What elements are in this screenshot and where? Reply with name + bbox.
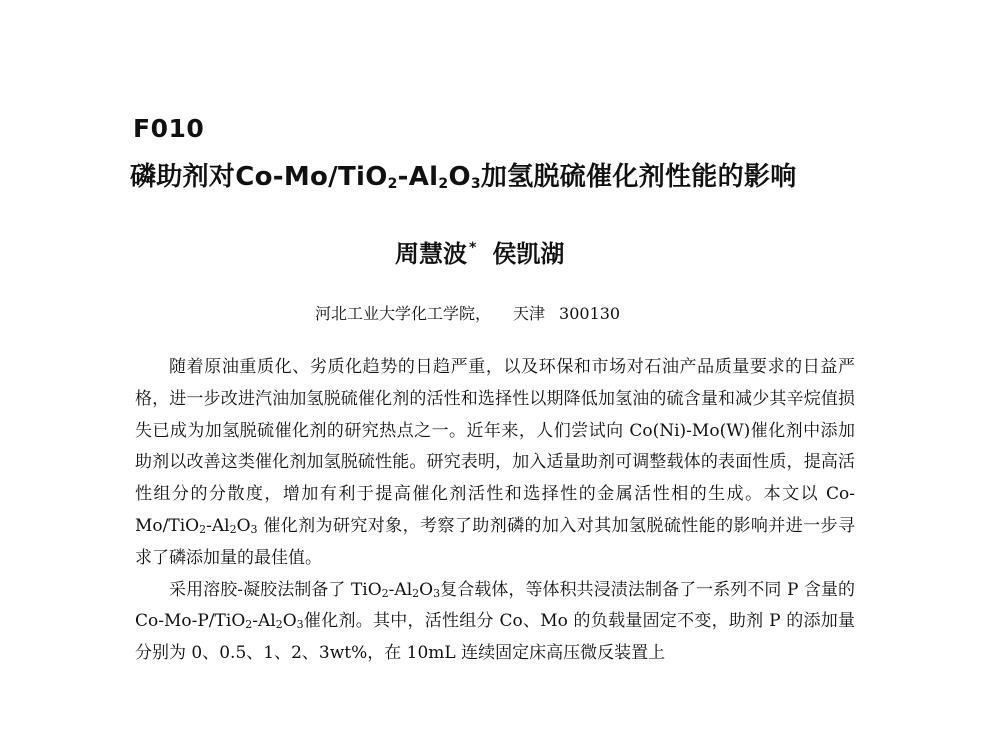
subscript: 2	[275, 618, 283, 632]
affiliation-line	[315, 303, 620, 325]
paragraph-method	[135, 575, 855, 670]
author-line	[395, 233, 564, 269]
text-run: 采用溶胶-凝胶法制备了 TiO	[169, 579, 382, 600]
paper-title	[130, 160, 797, 194]
author-name: 周慧波	[395, 240, 467, 268]
title-part: O	[448, 162, 471, 192]
text-run: -Al	[252, 611, 276, 632]
subscript: 2	[245, 618, 253, 632]
title-subscript: 2	[438, 176, 449, 192]
subscript: 2	[229, 522, 237, 536]
text-run: -Al	[206, 515, 230, 536]
subscript: 3	[296, 618, 304, 632]
subscript: 3	[433, 586, 441, 600]
text-run: 复合载体，等体积共浸渍法制备了一系列不同 P 含量的 Co-Mo-P/TiO	[135, 579, 855, 632]
text-run: O	[419, 579, 434, 600]
text-run: O	[236, 515, 251, 536]
text-run: -Al	[388, 579, 413, 600]
affiliation-city: 天津	[513, 304, 546, 323]
affiliation-institution: 河北工业大学化工学院，	[315, 304, 492, 323]
paper-code: F010	[133, 114, 205, 143]
title-part: 加氢脱硫催化剂性能的影响	[480, 162, 797, 192]
affiliation-postcode: 300130	[559, 304, 621, 323]
title-part: -Al	[397, 162, 439, 192]
body-text	[135, 352, 855, 670]
paragraph-intro	[135, 352, 855, 575]
subscript: 2	[381, 586, 389, 600]
text-run: 催化剂。其中，活性组分 Co、Mo 的负载量固定不变，助剂 P 的添加量分别为 0、0.5、1、2、3wt%，在 10mL 连续固定床高压微反装置上	[135, 611, 855, 664]
title-part: 磷助剂对Co-Mo/TiO	[130, 162, 388, 192]
subscript: 2	[199, 522, 207, 536]
author-name: 侯凯湖	[492, 240, 565, 268]
subscript: 3	[250, 522, 258, 536]
corresponding-author-mark: *	[469, 240, 477, 256]
subscript: 2	[412, 586, 420, 600]
text-run: 催化剂为研究对象，考察了助剂磷的加入对其加氢脱硫性能的影响并进一步寻求了磷添加量的最佳值。	[135, 515, 855, 568]
title-subscript: 2	[387, 176, 398, 192]
text-run: O	[282, 611, 297, 632]
title-subscript: 3	[470, 176, 481, 192]
text-run: 随着原油重质化、劣质化趋势的日趋严重，以及环保和市场对石油产品质量要求的日益严格，进一步改进汽油加氢脱硫催化剂的活性和选择性以期降低加氢油的硫含量和减少其辛烷值损失已成为加氢脱硫催化剂的研究热点之一。近年来，人们尝试向 Co(Ni)-Mo(W)催化剂中添加助剂以改善这类催化剂加氢脱硫性能。研究表明，加入适量助剂可调整载体的表面性质，提高活性组分的分散度，增加有利于提高催化剂活性和选择性的金属活性相的生成。本文以 Co-Mo/TiO	[135, 357, 855, 536]
